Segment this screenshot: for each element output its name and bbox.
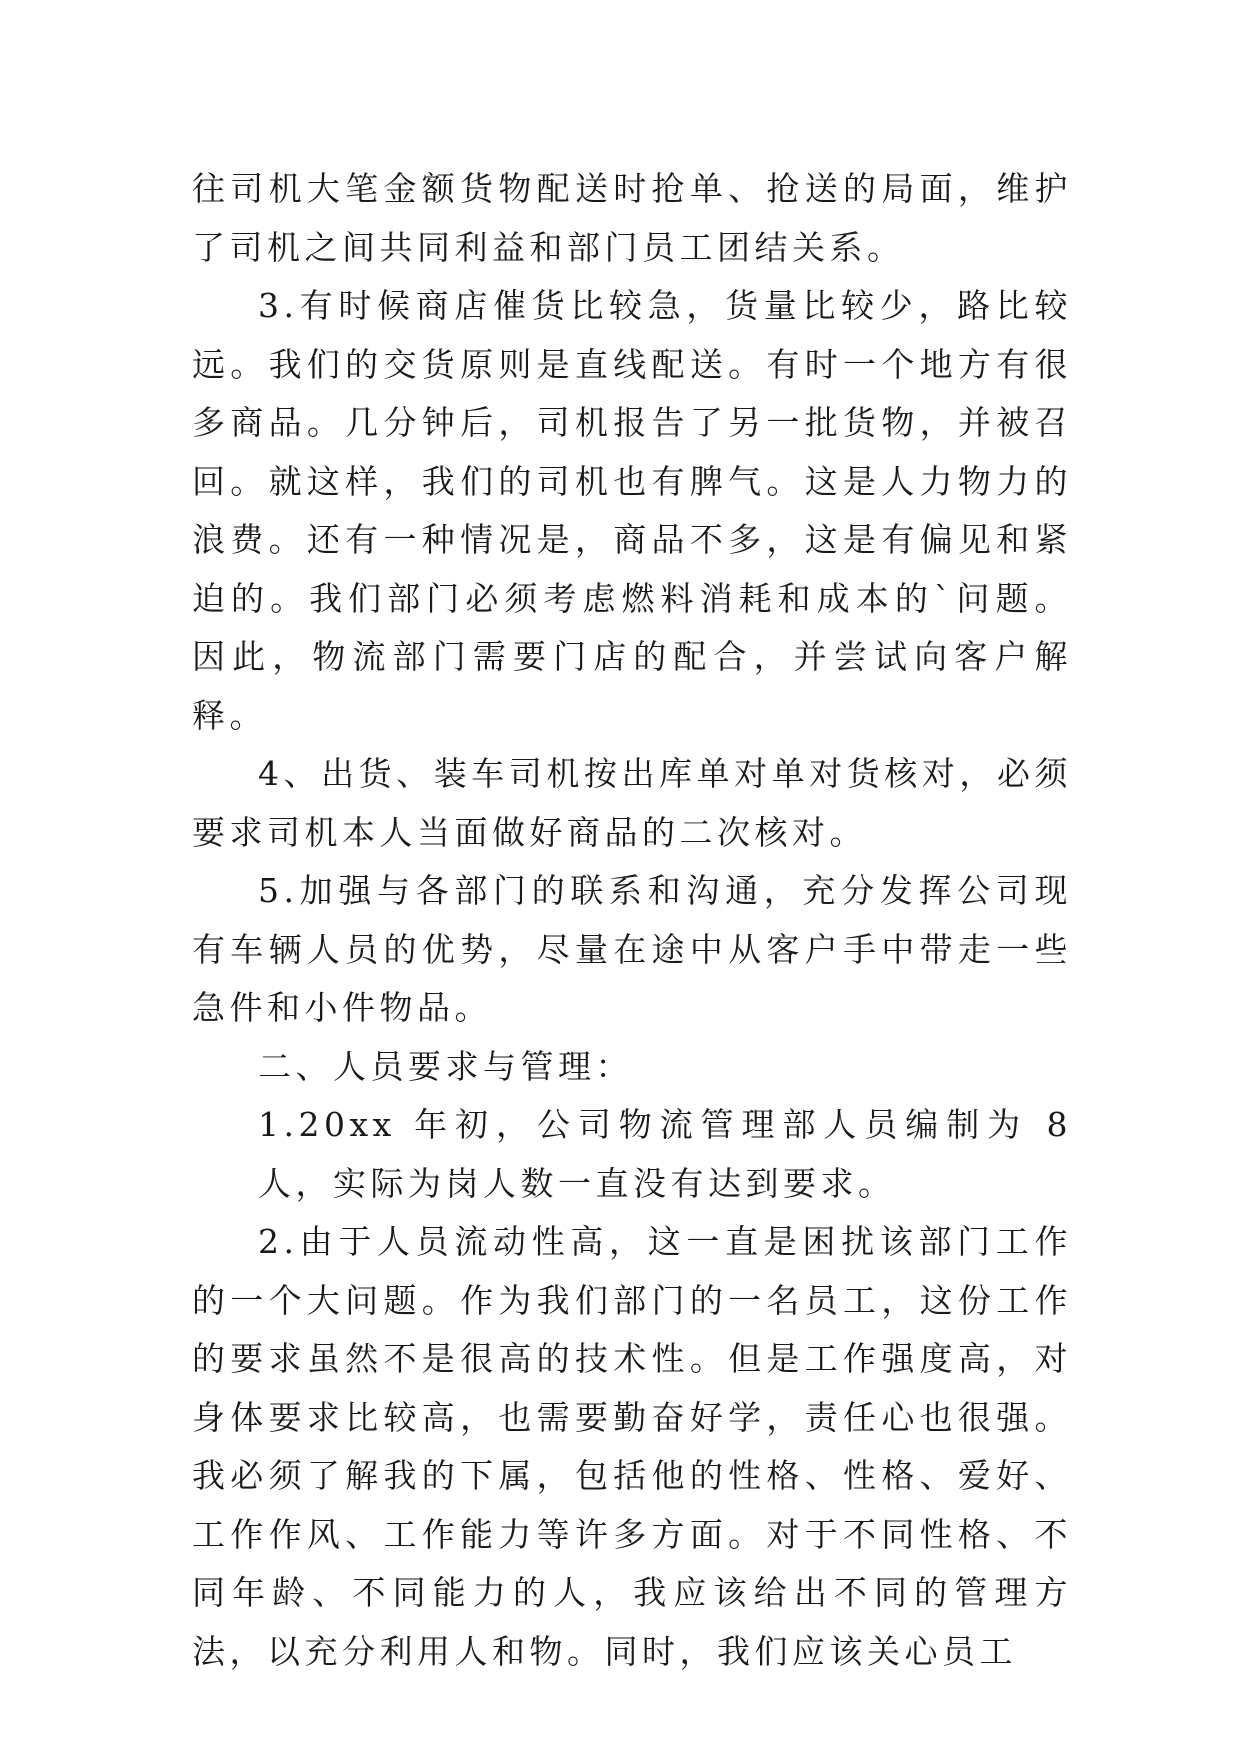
paragraph-staffing-1: 1.20xx 年初，公司物流管理部人员编制为 8 人，实际为岗人数一直没有达到要求。	[258, 1105, 1072, 1203]
paragraph-item-5: 5.加强与各部门的联系和沟通，充分发挥公司现有车辆人员的优势，尽量在途中从客户手中带走一些急件和小件物品。	[192, 871, 1072, 1027]
paragraph-continuation: 往司机大笔金额货物配送时抢单、抢送的局面，维护了司机之间共同利益和部门员工团结关系。	[192, 169, 1072, 267]
paragraph-item-4: 4、出货、装车司机按出库单对单对货核对，必须要求司机本人当面做好商品的二次核对。	[192, 754, 1072, 852]
document-body	[192, 160, 1072, 1681]
paragraph-item-3: 3.有时候商店催货比较急，货量比较少，路比较远。我们的交货原则是直线配送。有时一个地方有很多商品。几分钟后，司机报告了另一批货物，并被召回。就这样，我们的司机也有脾气。这是人力物力的浪费。还有一种情况是，商品不多，这是有偏见和紧迫的。我们部门必须考虑燃料消耗和成本的`问题。因此，物流部门需要门店的配合，并尝试向客户解释。	[192, 286, 1072, 735]
paragraph-staffing-2: 2.由于人员流动性高，这一直是困扰该部门工作的一个大问题。作为我们部门的一名员工，这份工作的要求虽然不是很高的技术性。但是工作强度高，对身体要求比较高，也需要勤奋好学，责任心也很强。我必须了解我的下属，包括他的性格、性格、爱好、工作作风、工作能力等许多方面。对于不同性格、不同年龄、不同能力的人，我应该给出不同的管理方法，以充分利用人和物。同时，我们应该关心员工	[192, 1222, 1072, 1671]
section-heading: 二、人员要求与管理：	[258, 1046, 633, 1086]
